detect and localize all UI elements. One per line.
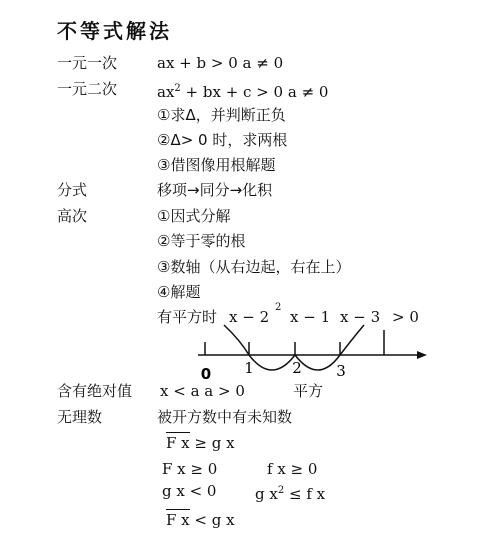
case-1-cond-d: g $x^2 \le f$ x: [255, 485, 326, 503]
formula-linear: ax + b > 0 a ≠ 0: [157, 54, 284, 72]
page-title: 不等式解法: [57, 19, 172, 43]
higher-step-3: ③数轴（从右边起，右在上）: [157, 258, 351, 276]
factor-1-exponent: 2: [275, 302, 282, 313]
label-higher: 高次: [57, 207, 88, 225]
irrational-case-2: F x < g x: [166, 511, 235, 529]
factor-2: x − 1: [290, 308, 331, 326]
fraction-method: 移项→同分→化积: [157, 181, 273, 199]
tick-label-2: 2: [292, 359, 302, 377]
number-line-arrow: [417, 351, 427, 359]
tick-label-1: 1: [244, 359, 254, 377]
sqrt-radicand-2: F x: [166, 511, 190, 529]
case-1-cond-a: F x ≥ 0: [162, 460, 218, 478]
label-fraction: 分式: [57, 181, 88, 199]
label-irrational: 无理数: [57, 408, 103, 426]
irrational-case-1: F x ≥ g x: [166, 434, 235, 452]
label-absolute: 含有绝对值: [57, 382, 133, 400]
higher-step-2: ②等于零的根: [157, 232, 246, 250]
absolute-note: 平方: [293, 382, 324, 400]
tick-label-0: 0: [200, 365, 212, 383]
quadratic-step-1: ①求Δ，并判断正负: [157, 106, 286, 124]
label-quadratic: 一元二次: [57, 80, 118, 98]
quadratic-step-3: ③借图像用根解题: [157, 156, 276, 174]
square-prefix: 有平方时: [157, 308, 218, 326]
inequality-sign: > 0: [392, 308, 419, 326]
case-1-cond-b: f x ≥ 0: [267, 460, 318, 478]
factor-1: x − 2: [229, 308, 270, 326]
quadratic-step-2: ②Δ> 0 时，求两根: [157, 131, 288, 149]
tick-label-3: 3: [336, 362, 346, 380]
case-1-cond-c: g x < 0: [162, 482, 217, 500]
irrational-desc: 被开方数中有未知数: [157, 408, 293, 426]
higher-step-1: ①因式分解: [157, 207, 231, 225]
formula-quadratic: $ax^2$ + bx + c > 0 a ≠ 0: [157, 83, 329, 101]
formula-absolute: x < a a > 0: [160, 382, 245, 400]
higher-step-4: ④解题: [157, 283, 201, 301]
label-linear: 一元一次: [57, 54, 118, 72]
sqrt-radicand-1: F x: [166, 434, 190, 452]
factor-3: x − 3: [340, 308, 381, 326]
